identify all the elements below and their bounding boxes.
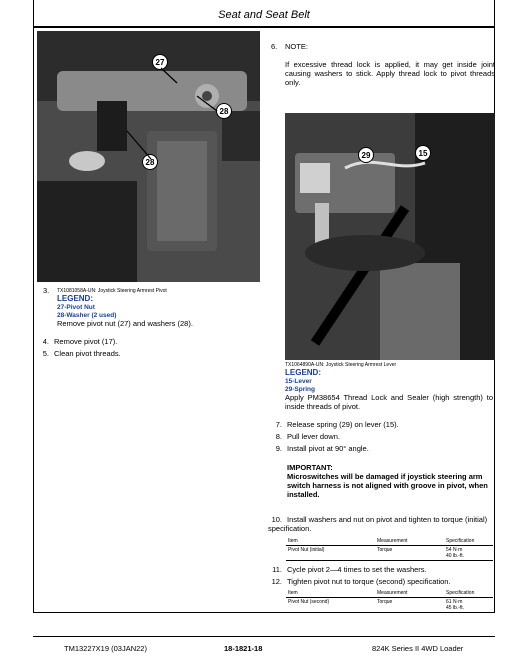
table-header-item: Item — [286, 537, 375, 546]
legend-item-washer: 28-Washer (2 used) — [57, 312, 117, 319]
step-11-text: Cycle pivot 2—4 times to set the washers. — [287, 565, 427, 574]
table-header-row — [286, 537, 493, 546]
callout-28-lower: 28 — [142, 154, 158, 170]
table-cell-specification — [444, 598, 493, 613]
step-11-number: 11. — [272, 565, 282, 574]
important-title: IMPORTANT: — [287, 463, 333, 472]
table-row — [286, 598, 493, 613]
table-cell-item: Pivot Nut (initial) — [286, 546, 375, 561]
step-3-text: Remove pivot nut (27) and washers (28). — [57, 319, 193, 328]
legend-item-lever: 15-Lever — [285, 378, 312, 385]
step-7 — [268, 420, 399, 429]
table-cell-measurement: Torque — [375, 598, 444, 613]
step-12-text: Tighten pivot nut to torque (second) specification. — [287, 577, 451, 586]
step-5 — [35, 349, 121, 358]
step-5-number: 5. — [42, 349, 49, 358]
step-4-number: 4. — [42, 337, 49, 346]
table-cell-item: Pivot Nut (second) — [286, 598, 375, 613]
section-title: Seat and Seat Belt — [218, 9, 310, 21]
step-9 — [268, 444, 369, 453]
legend-title-left: LEGEND: — [57, 294, 93, 303]
step-10-text: Install washers and nut on pivot and tighten to torque (initial) specification. — [268, 515, 488, 533]
footer-page-number: 18-1821-18 — [224, 644, 263, 653]
apply-thread-lock-text: Apply PM38654 Thread Lock and Sealer (high strength) to inside threads of pivot. — [285, 393, 493, 411]
step-12 — [268, 577, 451, 586]
step-11 — [268, 565, 427, 574]
spec-metric: 54 N·m — [446, 547, 463, 553]
footer-manual-id: TM13227X19 (03JAN22) — [64, 644, 147, 653]
torque-table-initial — [286, 537, 493, 561]
table-header-specification: Specification — [444, 589, 493, 598]
figure-id-left: TX1081058A-UN: Joystick Steering Armrest Pivot — [57, 288, 167, 294]
table-cell-specification — [444, 546, 493, 561]
step-3-number: 3. — [43, 286, 50, 295]
footer-divider — [33, 636, 495, 637]
step-7-number: 7. — [275, 420, 282, 429]
footer-machine-name: 824K Series II 4WD Loader — [372, 644, 464, 653]
callout-15: 15 — [415, 145, 431, 161]
table-header-item: Item — [286, 589, 375, 598]
spec-imperial: 40 lb.-ft. — [446, 553, 465, 559]
legend-item-spring: 29-Spring — [285, 386, 315, 393]
figure-id-right: TX1064890A-UN: Joystick Steering Armrest Lever — [285, 362, 397, 368]
spec-metric: 61 N·m — [446, 599, 463, 605]
step-9-text: Install pivot at 90° angle. — [287, 444, 369, 453]
table-row — [286, 546, 493, 561]
table-cell-measurement: Torque — [375, 546, 444, 561]
note-text: If excessive thread lock is applied, it may get inside joint causing washers to stick. Apply thread lock to pivot threads only. — [285, 60, 495, 87]
lever-photo — [285, 113, 495, 360]
torque-table-second — [286, 589, 493, 613]
table-header-measurement: Measurement — [375, 537, 444, 546]
lever-photo-illustration — [285, 113, 495, 360]
step-10 — [268, 515, 494, 533]
page-header — [33, 0, 495, 27]
spec-imperial: 45 lb.-ft. — [446, 605, 465, 611]
step-9-number: 9. — [275, 444, 282, 453]
step-10-number: 10. — [271, 515, 282, 524]
step-5-text: Clean pivot threads. — [54, 349, 121, 358]
step-7-text: Release spring (29) on lever (15). — [287, 420, 399, 429]
step-4 — [35, 337, 117, 346]
step-12-number: 12. — [271, 577, 282, 586]
callout-27: 27 — [152, 54, 168, 70]
table-header-specification: Specification — [444, 537, 493, 546]
note-title: NOTE: — [285, 42, 308, 51]
callout-28-upper: 28 — [216, 103, 232, 119]
table-header-row — [286, 589, 493, 598]
legend-title-right: LEGEND: — [285, 368, 321, 377]
step-4-text: Remove pivot (17). — [54, 337, 118, 346]
callout-leaders — [37, 31, 260, 282]
callout-29: 29 — [358, 147, 374, 163]
important-text: Microswitches will be damaged if joystick steering arm switch harness is not aligned with groove in pivot, when installed. — [287, 472, 488, 499]
step-8-text: Pull lever down. — [287, 432, 340, 441]
step-6-number: 6. — [271, 42, 278, 51]
table-header-measurement: Measurement — [375, 589, 444, 598]
step-8 — [268, 432, 340, 441]
legend-item-pivot-nut: 27-Pivot Nut — [57, 304, 95, 311]
step-8-number: 8. — [275, 432, 282, 441]
